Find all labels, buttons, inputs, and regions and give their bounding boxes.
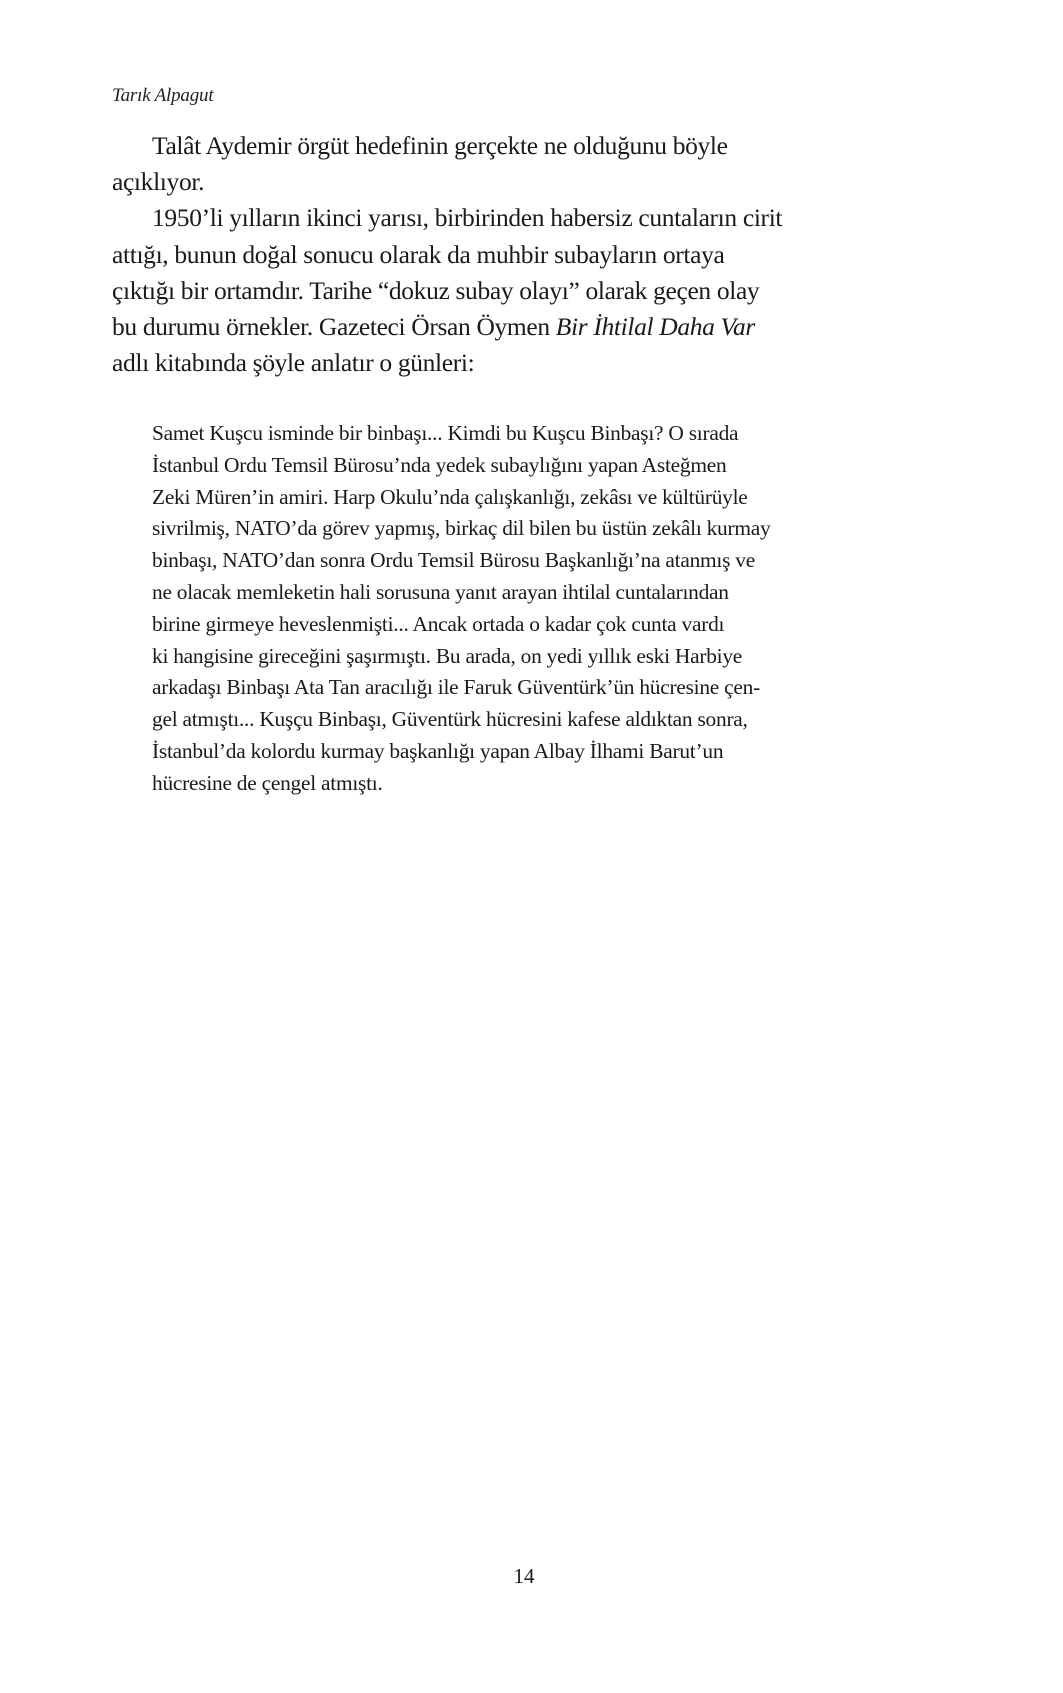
quote-line <box>152 513 937 545</box>
quote-line-content: İstanbul’da kolordu kurmay başkanlığı yapan Albay İlhami Barut’un <box>152 738 724 763</box>
quote-line-content: ne olacak memleketin hali sorusuna yanıt arayan ihtilal cuntalarından <box>152 579 729 604</box>
quote-line-content: gel atmıştı... Kuşçu Binbaşı, Güventürk hücresini kafese aldıktan sonra, <box>152 707 748 732</box>
quote-line <box>152 545 937 577</box>
quote-line <box>152 641 937 673</box>
quote-line <box>152 450 937 482</box>
quote-line-content: Samet Kuşcu isminde bir binbaşı... Kimdi bu Kuşcu Binbaşı? O sırada <box>152 421 739 445</box>
text-line-content: bu durumu örnekler. Gazeteci Örsan Öymen <box>112 311 556 341</box>
main-text <box>112 128 938 381</box>
quote-line-content: sivrilmiş, NATO’da görev yapmış, birkaç dil bilen bu üstün zekâlı kurmay <box>152 516 771 541</box>
text-line-content: çıktığı bir ortamdır. Tarihe “dokuz subay olayı” olarak geçen olay <box>112 275 760 305</box>
text-line <box>112 345 938 381</box>
quote-line-content: birine girmeye heveslenmişti... Ancak ortada o kadar çok cunta vardı <box>152 611 725 636</box>
text-line-content: 1950’li yılların ikinci yarısı, birbirinden habersiz cuntaların cirit <box>152 203 783 233</box>
quote-line <box>152 672 937 704</box>
quote-line-content: binbaşı, NATO’dan sonra Ordu Temsil Bürosu Başkanlığı’na atanmış ve <box>152 548 755 573</box>
quote-line <box>152 768 937 800</box>
text-line <box>112 128 938 164</box>
quote-line-content: Zeki Müren’in amiri. Harp Okulu’nda çalışkanlığı, zekâsı ve kültürüyle <box>152 484 748 509</box>
text-line-content: adlı kitabında şöyle anlatır o günleri: <box>112 348 475 378</box>
text-line <box>112 164 938 200</box>
text-line-content: Talât Aydemir örgüt hedefinin gerçekte ne olduğunu böyle <box>152 131 728 160</box>
quote-line <box>152 736 937 768</box>
quote-line-content: arkadaşı Binbaşı Ata Tan aracılığı ile Faruk Güventürk’ün hücresine çen- <box>152 675 760 700</box>
page-number: 14 <box>513 1564 535 1588</box>
text-line-content: açıklıyor. <box>112 167 205 197</box>
quote-line-content: İstanbul Ordu Temsil Bürosu’nda yedek subaylığını yapan Asteğmen <box>152 452 727 477</box>
quote-line <box>152 482 937 514</box>
text-line <box>112 309 938 345</box>
quote-line <box>152 704 937 736</box>
text-line <box>112 273 938 309</box>
book-title-citation: Bir İhtilal Daha Var <box>555 311 755 341</box>
quote-line <box>152 418 937 450</box>
block-quote <box>152 418 937 800</box>
quote-line <box>152 577 937 609</box>
text-line <box>112 237 938 273</box>
quote-line <box>152 609 937 641</box>
text-line <box>112 200 938 236</box>
quote-line-content: ki hangisine gireceğini şaşırmıştı. Bu arada, on yedi yıllık eski Harbiye <box>152 643 743 668</box>
running-head-author: Tarık Alpagut <box>112 85 214 106</box>
text-line-content: attığı, bunun doğal sonucu olarak da muhbir subayların ortaya <box>112 239 725 269</box>
quote-line-content: hücresine de çengel atmıştı. <box>152 770 383 795</box>
